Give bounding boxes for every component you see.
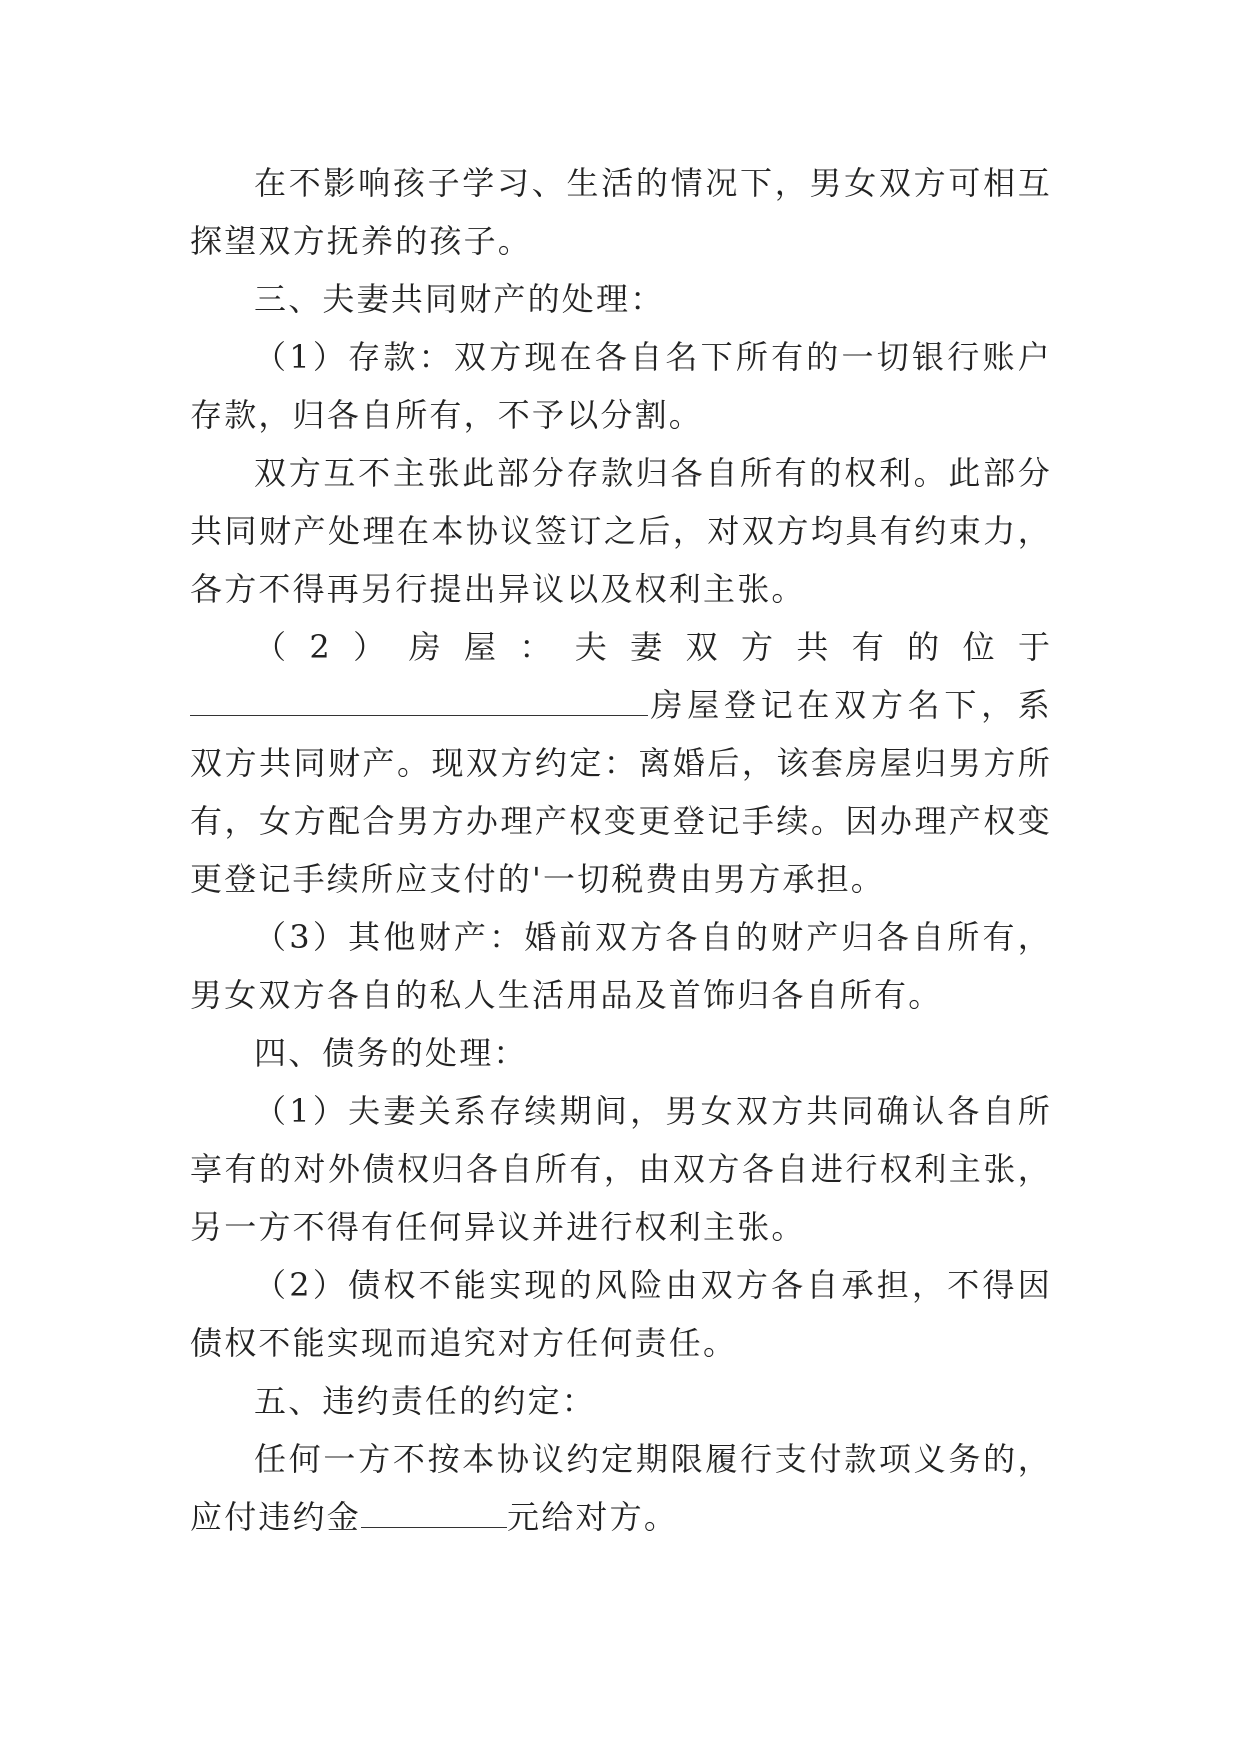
heading-breach: 五、违约责任的约定： [254, 1382, 597, 1420]
document-body [190, 154, 1052, 1546]
paragraph-deposit-rights: 双方互不主张此部分存款归各自所有的权利。此部分共同财产处理在本协议签订之后，对双方均具有约束力，各方不得再另行提出异议以及权利主张。 [190, 454, 1052, 608]
penalty-amount-blank[interactable] [361, 1489, 507, 1528]
heading-joint-property: 三、夫妻共同财产的处理： [254, 280, 665, 318]
paragraph-house [190, 618, 1052, 908]
paragraph-penalty [190, 1430, 1052, 1546]
paragraph-deposits: （1）存款：双方现在各自名下所有的一切银行账户存款，归各自所有，不予以分割。 [190, 338, 1052, 434]
paragraph-other-property: （3）其他财产：婚前双方各自的财产归各自所有，男女双方各自的私人生活用品及首饰归各自所有。 [190, 918, 1052, 1014]
penalty-clause-text: 任何一方不按本协议约定期限履行支付款项义务的，应付违约金 [190, 1440, 1052, 1536]
house-clause-line1: （2）房屋：夫妻双方共有的位于 [254, 628, 1052, 666]
penalty-clause-end: 元给对方。 [507, 1498, 679, 1536]
paragraph-visitation: 在不影响孩子学习、生活的情况下，男女双方可相互探望双方抚养的孩子。 [190, 164, 1052, 260]
house-location-blank[interactable] [190, 677, 648, 716]
paragraph-claims: （1）夫妻关系存续期间，男女双方共同确认各自所享有的对外债权归各自所有，由双方各自进行权利主张，另一方不得有任何异议并进行权利主张。 [190, 1092, 1052, 1246]
heading-debts: 四、债务的处理： [254, 1034, 528, 1072]
paragraph-claim-risk: （2）债权不能实现的风险由双方各自承担，不得因债权不能实现而追究对方任何责任。 [190, 1266, 1052, 1362]
house-clause-text: 房屋登记在双方名下，系双方共同财产。现双方约定：离婚后，该套房屋归男方所有，女方配合男方办理产权变更登记手续。因办理产权变更登记手续所应支付的'一切税费由男方承担。 [190, 686, 1052, 898]
